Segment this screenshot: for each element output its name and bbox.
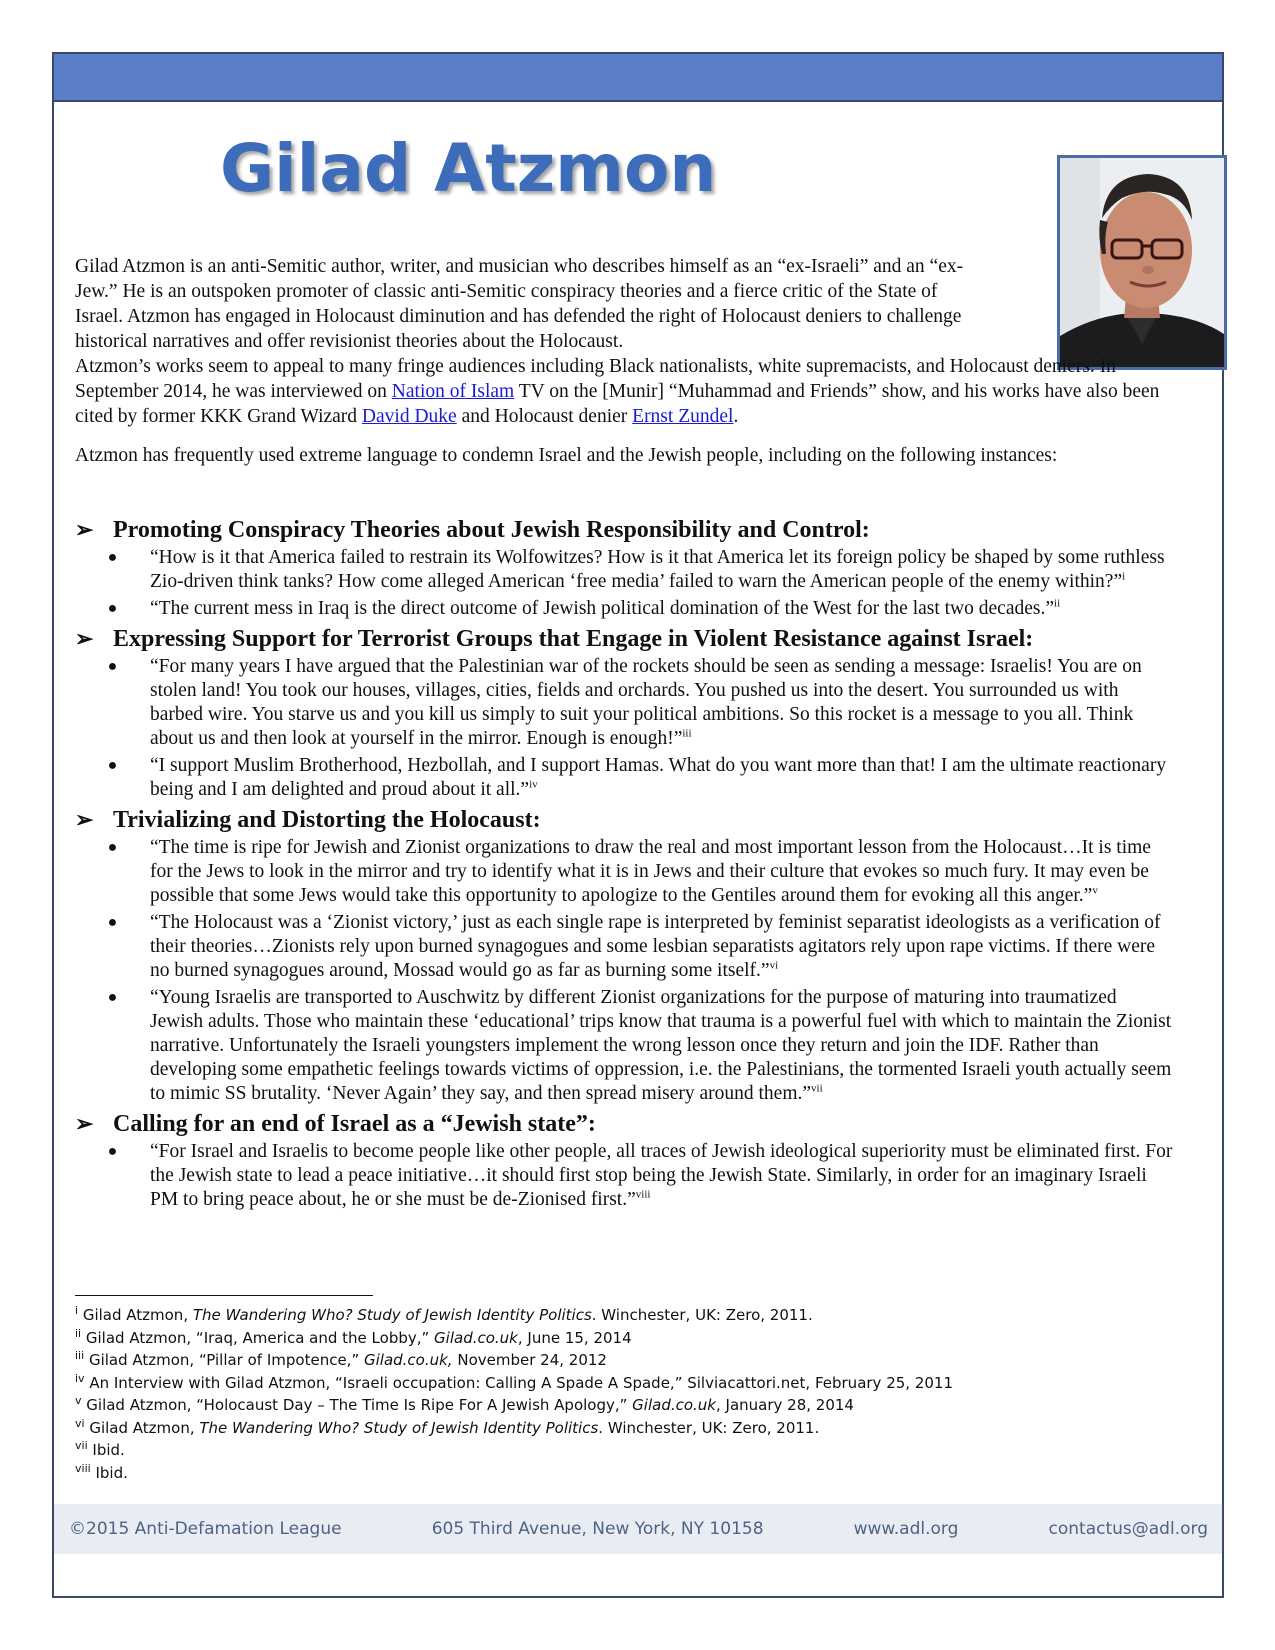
footnote-mark: iii	[75, 1349, 85, 1362]
quote-list	[75, 546, 1175, 621]
footnote-text: , June 15, 2014	[517, 1328, 632, 1347]
footnote-title: The Wandering Who? Study of Jewish Identity Politics	[192, 1306, 592, 1324]
footnote-ref: viii	[635, 1188, 651, 1201]
footnote-text: Gilad Atzmon,	[78, 1306, 193, 1324]
intro-text-a: Atzmon’s works seem to appeal to many fringe audiences including Black nationalists, white supremacists, and Holocaust deniers. In September 2014, he was interviewed on	[75, 356, 1116, 402]
quote-list	[75, 836, 1175, 1106]
intro-paragraph	[75, 254, 1175, 429]
footer-copyright: ©2015 Anti-Defamation League	[69, 1519, 342, 1539]
footnote-title: Gilad.co.uk	[434, 1328, 518, 1347]
quote-text	[150, 655, 1175, 751]
section-heading-text: Calling for an end of Israel as a “Jewish state”:	[113, 1111, 596, 1137]
dot-bullet-icon: ●	[107, 914, 118, 931]
section	[75, 1109, 1175, 1212]
quote-body: “The time is ripe for Jewish and Zionist organizations to draw the real and most important lesson from the Holocaust…It is time for the Jews to look in the mirror and try to identify what it is in Jews and their culture that evokes so much fury. It may even be possible that some Jews would take this opportunity to apologize to the Gentiles around them for evoking all this anger.”	[150, 837, 1151, 906]
footnote-ref: iv	[529, 778, 538, 791]
section	[75, 515, 1175, 621]
intro-text-c: and Holocaust denier	[456, 406, 633, 427]
list-item	[75, 754, 1175, 802]
intro-text-d: .	[733, 406, 739, 427]
footnote-text: November 24, 2012	[452, 1351, 607, 1369]
page-title: Gilad Atzmon	[220, 130, 717, 207]
quote-list	[75, 655, 1175, 802]
footnote-title: Gilad.co.uk	[632, 1396, 716, 1414]
footer-email[interactable]: contactus@adl.org	[1048, 1519, 1208, 1539]
quote-body: “How is it that America failed to restrain its Wolfowitzes? How is it that America let its foreign policy be shaped by some ruthless Zio-driven think tanks? How come alleged American ‘free media’ failed to warn the American people of the enemy within?”	[150, 547, 1165, 592]
ernst-zundel-link[interactable]: Ernst Zundel	[632, 406, 734, 427]
quote-body: “The current mess in Iraq is the direct outcome of Jewish political domination of the West for the last two decades.”	[150, 598, 1055, 619]
footnote-ref: ii	[1054, 597, 1061, 610]
footnote-text: An Interview with Gilad Atzmon, “Israeli occupation: Calling A Spade A Spade,” Silviacattori.net, February 25, 2011	[84, 1373, 953, 1392]
footnote	[75, 1462, 1175, 1485]
footnote-text: Gilad Atzmon, “Holocaust Day – The Time Is Ripe For A Jewish Apology,”	[81, 1396, 633, 1414]
arrow-bullet-icon: ➢	[75, 517, 94, 542]
lead-paragraph: Atzmon has frequently used extreme language to condemn Israel and the Jewish people, including on the following instances:	[75, 445, 1058, 466]
arrow-bullet-icon: ➢	[75, 807, 94, 832]
quote-text	[150, 986, 1175, 1106]
intro-text-b: TV on the [Munir] “Muhammad and Friends” show, and his works have also been cited by former KKK Grand Wizard	[75, 381, 1160, 427]
section-heading	[75, 805, 1175, 835]
quote-text	[150, 836, 1175, 908]
dot-bullet-icon: ●	[107, 600, 118, 617]
footnote-text: , January 28, 2014	[716, 1396, 854, 1414]
footnote-ref: vi	[769, 959, 779, 972]
footnote-mark: iv	[75, 1371, 85, 1385]
quote-body: “The Holocaust was a ‘Zionist victory,’ just as each single rape is interpreted by feminist separatist ideologists as a verification of their theories…Zionists rely upon burned synagogues and some lesbian separatists agitators rely upon rape victims. If there were no burned synagogues around, Mossad would go as far as burning some itself.”	[150, 912, 1161, 981]
footnote-text: . Winchester, UK: Zero, 2011.	[591, 1306, 813, 1324]
footnote-mark: v	[75, 1394, 82, 1407]
quote-body: “Young Israelis are transported to Auschwitz by different Zionist organizations for the purpose of maturing into traumatized Jewish adults. Those who maintain these ‘educational’ trips know that trauma is a powerful fuel with which to maintain the Zionist narrative. Unfortunately the Israeli youngsters implement the wrong lesson once they return and join the IDF. Rather than developing some empathetic feelings towards victims of oppression, i.e. the Palestinians, the tormented Israeli youth actually seem to mimic SS brutality. ‘Never Again’ they say, and then spread misery around them.”	[150, 987, 1172, 1104]
footnote-mark: vii	[75, 1439, 88, 1452]
footnote-ref: i	[1122, 570, 1126, 583]
dot-bullet-icon: ●	[107, 658, 118, 675]
section-heading-text: Trivializing and Distorting the Holocaust:	[113, 807, 541, 833]
section	[75, 805, 1175, 1106]
intro-text-wide	[75, 354, 1175, 429]
footnote-title: The Wandering Who? Study of Jewish Identity Politics	[199, 1418, 599, 1437]
david-duke-link[interactable]: David Duke	[361, 406, 457, 427]
list-item	[75, 546, 1175, 594]
list-item	[75, 836, 1175, 908]
dot-bullet-icon: ●	[107, 839, 118, 856]
header-band	[54, 54, 1222, 102]
quote-body: “For Israel and Israelis to become people like other people, all traces of Jewish ideological superiority must be eliminated first. For the Jewish state to lead a peace initiative…it should first stop being the Jewish State. Similarly, in order for an imaginary Israeli PM to bring peace about, he or she must be de-Zionised first.”	[150, 1141, 1173, 1210]
footnote-text: Gilad Atzmon, “Pillar of Impotence,”	[84, 1351, 364, 1369]
footnote	[75, 1372, 1175, 1395]
section-heading-text: Expressing Support for Terrorist Groups that Engage in Violent Resistance against Israel:	[113, 626, 1034, 652]
footnote-text: Gilad Atzmon,	[84, 1418, 200, 1437]
footnote	[75, 1439, 1175, 1462]
quote-list	[75, 1140, 1175, 1212]
footnote-title: Gilad.co.uk,	[363, 1351, 453, 1369]
quote-body: “I support Muslim Brotherhood, Hezbollah, and I support Hamas. What do you want more than that! I am the ultimate reactionary being and I am delighted and proud about it all.”	[150, 755, 1167, 800]
footnote-mark: viii	[75, 1461, 91, 1475]
footnote	[75, 1304, 1175, 1327]
footnotes	[75, 1304, 1175, 1484]
section-heading-text: Promoting Conspiracy Theories about Jewish Responsibility and Control:	[113, 517, 870, 543]
footnote	[75, 1327, 1175, 1350]
list-item	[75, 1140, 1175, 1212]
dot-bullet-icon: ●	[107, 757, 118, 774]
list-item	[75, 911, 1175, 983]
nation-of-islam-link[interactable]: Nation of Islam	[391, 381, 515, 402]
list-item	[75, 986, 1175, 1106]
footnote-divider	[75, 1295, 373, 1296]
footnote-text: Gilad Atzmon, “Iraq, America and the Lobby,”	[81, 1328, 435, 1347]
footnote-ref: v	[1092, 884, 1098, 897]
footnote	[75, 1349, 1175, 1372]
sections	[75, 515, 1175, 1215]
quote-body: “For many years I have argued that the Palestinian war of the rockets should be seen as sending a message: Israelis! You are on stolen land! You took our houses, villages, cities, fields and orchards. You pushed us into the desert. You surrounded us with barbed wire. You starve us and you kill us simply to suit your political ambitions. So this rocket is a message to you all. Think about us and then look at yourself in the mirror. Enough is enough!”	[150, 656, 1142, 749]
quote-text	[150, 911, 1175, 983]
quote-text	[150, 546, 1175, 594]
section-heading	[75, 515, 1175, 545]
quote-text	[150, 597, 1175, 621]
quote-text	[150, 1140, 1175, 1212]
section-heading	[75, 1109, 1175, 1139]
section	[75, 624, 1175, 802]
footnote-mark: vi	[75, 1416, 85, 1430]
dot-bullet-icon: ●	[107, 549, 118, 566]
footnote-ref: vii	[811, 1082, 823, 1095]
arrow-bullet-icon: ➢	[75, 626, 94, 651]
section-heading	[75, 624, 1175, 654]
footnote-text: Ibid.	[87, 1441, 125, 1459]
list-item	[75, 597, 1175, 621]
footnote-text: Ibid.	[90, 1463, 128, 1482]
footnote-mark: ii	[75, 1326, 82, 1340]
footnote	[75, 1394, 1175, 1417]
footnote-mark: i	[75, 1304, 79, 1317]
footnote	[75, 1417, 1175, 1440]
footer-website[interactable]: www.adl.org	[853, 1519, 959, 1539]
dot-bullet-icon: ●	[107, 1143, 118, 1160]
arrow-bullet-icon: ➢	[75, 1111, 94, 1136]
footnote-text: . Winchester, UK: Zero, 2011.	[598, 1418, 820, 1437]
dot-bullet-icon: ●	[107, 989, 118, 1006]
footer-address: 605 Third Avenue, New York, NY 10158	[431, 1519, 764, 1539]
intro-text-narrow: Gilad Atzmon is an anti-Semitic author, writer, and musician who describes himself as an “ex-Israeli” and an “ex-Jew.” He is an outspoken promoter of classic anti-Semitic conspiracy theories and a fierce critic of the State of Israel. Atzmon has engaged in Holocaust diminution and has defended the right of Holocaust deniers to challenge historical narratives and offer revisionist theories about the Holocaust.	[75, 256, 964, 352]
footnote-ref: iii	[682, 727, 692, 740]
quote-text	[150, 754, 1175, 802]
list-item	[75, 655, 1175, 751]
